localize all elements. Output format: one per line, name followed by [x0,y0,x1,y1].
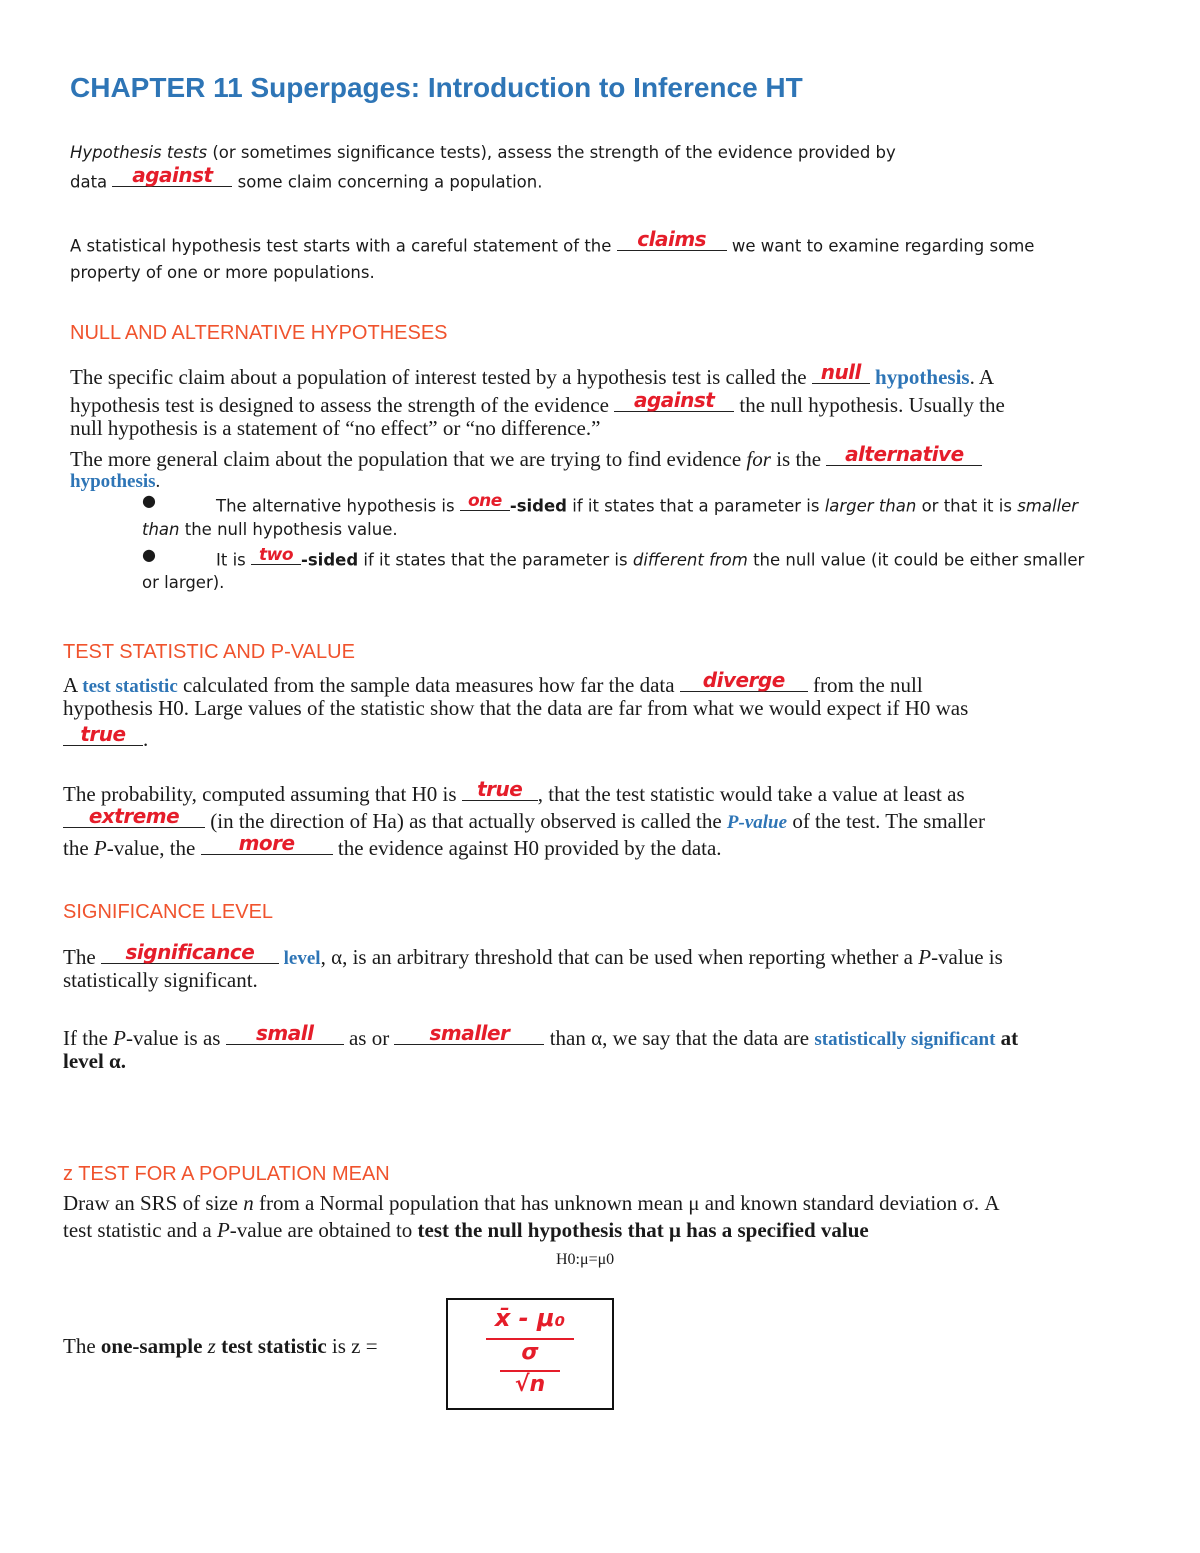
formula-denominator-sigma: σ [521,1340,539,1365]
blank-alternative: alternative [826,443,982,466]
z-line-1: Draw an SRS of size n from a Normal population that has unknown mean μ and known standard deviation σ. A [63,1191,1000,1215]
heading-significance: SIGNIFICANCE LEVEL [63,901,274,923]
z-line-2: test statistic and a P-value are obtained to test the null hypothesis that μ has a specified value [63,1218,869,1242]
null-line-5: hypothesis. [70,471,161,492]
sig-line-3: If the P-value is as small as or smaller than α, we say that the data are statistically significant at [63,1021,1019,1051]
intro-line-2: data against some claim concerning a population. [70,163,543,192]
test-line-1: A test statistic calculated from the sample data measures how far the data diverge from the null [63,668,923,698]
test-line-2: hypothesis H0. Large values of the statistic show that the data are far from what we would expect if H0 was [63,696,969,720]
null-line-1: The specific claim about a population of interest tested by a hypothesis test is called the null hypothesis. A [70,360,995,390]
z-formula-box [446,1298,614,1410]
formula-denominator-root-n: √n [514,1372,546,1397]
bullet-one-sided: The alternative hypothesis is one -sided if it states that a parameter is larger than or that it is smaller [216,491,1079,516]
sig-line-1: The significance level, α, is an arbitrary threshold that can be used when reporting whether a P-value is [63,940,1003,970]
bullet-one-sided-cont: than the null hypothesis value. [142,520,398,539]
null-hypothesis-formula: H0:μ=μ0 [556,1251,615,1268]
blank-more: more [201,832,333,855]
sig-line-2: statistically significant. [63,968,258,992]
formula-numerator: x̄ - μ₀ [494,1304,566,1332]
blank-null: null [812,361,870,384]
blank-one: one [460,493,510,511]
bullet-icon: ● [142,491,156,510]
bullet-icon: ● [142,545,156,564]
bullet-two-sided-cont: or larger). [142,573,225,592]
test-line-4: The probability, computed assuming that H0 is true , that the test statistic would take a value at least as [63,777,965,807]
heading-z-test: z TEST FOR A POPULATION MEAN [63,1163,390,1185]
intro-line-1: Hypothesis tests (or sometimes significance tests), assess the strength of the evidence provided by [70,143,896,162]
null-line-4: The more general claim about the population that we are trying to find evidence for is the alternative [70,443,982,472]
test-line-3: true . [63,723,148,752]
blank-two: two [251,547,301,565]
blank-true-2: true [462,778,538,801]
test-line-6: the P-value, the more the evidence against H0 provided by the data. [63,831,722,861]
heading-test-statistic: TEST STATISTIC AND P-VALUE [63,641,355,663]
blank-against-2: against [614,389,734,412]
bullet-two-sided: It is two -sided if it states that the parameter is different from the null value (it could be either smaller [216,545,1085,570]
page-title: CHAPTER 11 Superpages: Introduction to Inference HT [70,72,803,103]
blank-diverge: diverge [680,669,808,692]
intro-line-4: property of one or more populations. [70,263,375,282]
blank-extreme: extreme [63,805,205,828]
test-line-5: extreme (in the direction of Ha) as that actually observed is called the P-value of the test. The smaller [63,805,985,834]
blank-true: true [63,723,143,746]
blank-significance: significance [101,941,279,964]
blank-small: small [226,1022,344,1045]
null-line-2: hypothesis test is designed to assess the strength of the evidence against the null hypothesis. Usually the [70,388,1005,418]
blank-against: against [112,169,232,187]
term-hypothesis-tests: Hypothesis tests [70,143,208,162]
blank-claims: claims [617,233,727,251]
blank-smaller: smaller [394,1022,544,1045]
z-statistic-label: The one-sample z test statistic is z = [63,1334,378,1358]
intro-line-3: A statistical hypothesis test starts with a careful statement of the claims we want to examine regarding some [70,227,1035,256]
null-line-3: null hypothesis is a statement of “no effect” or “no difference.” [70,416,601,440]
heading-null-alternative: NULL AND ALTERNATIVE HYPOTHESES [70,322,448,344]
sig-line-4: level α. [63,1049,127,1073]
